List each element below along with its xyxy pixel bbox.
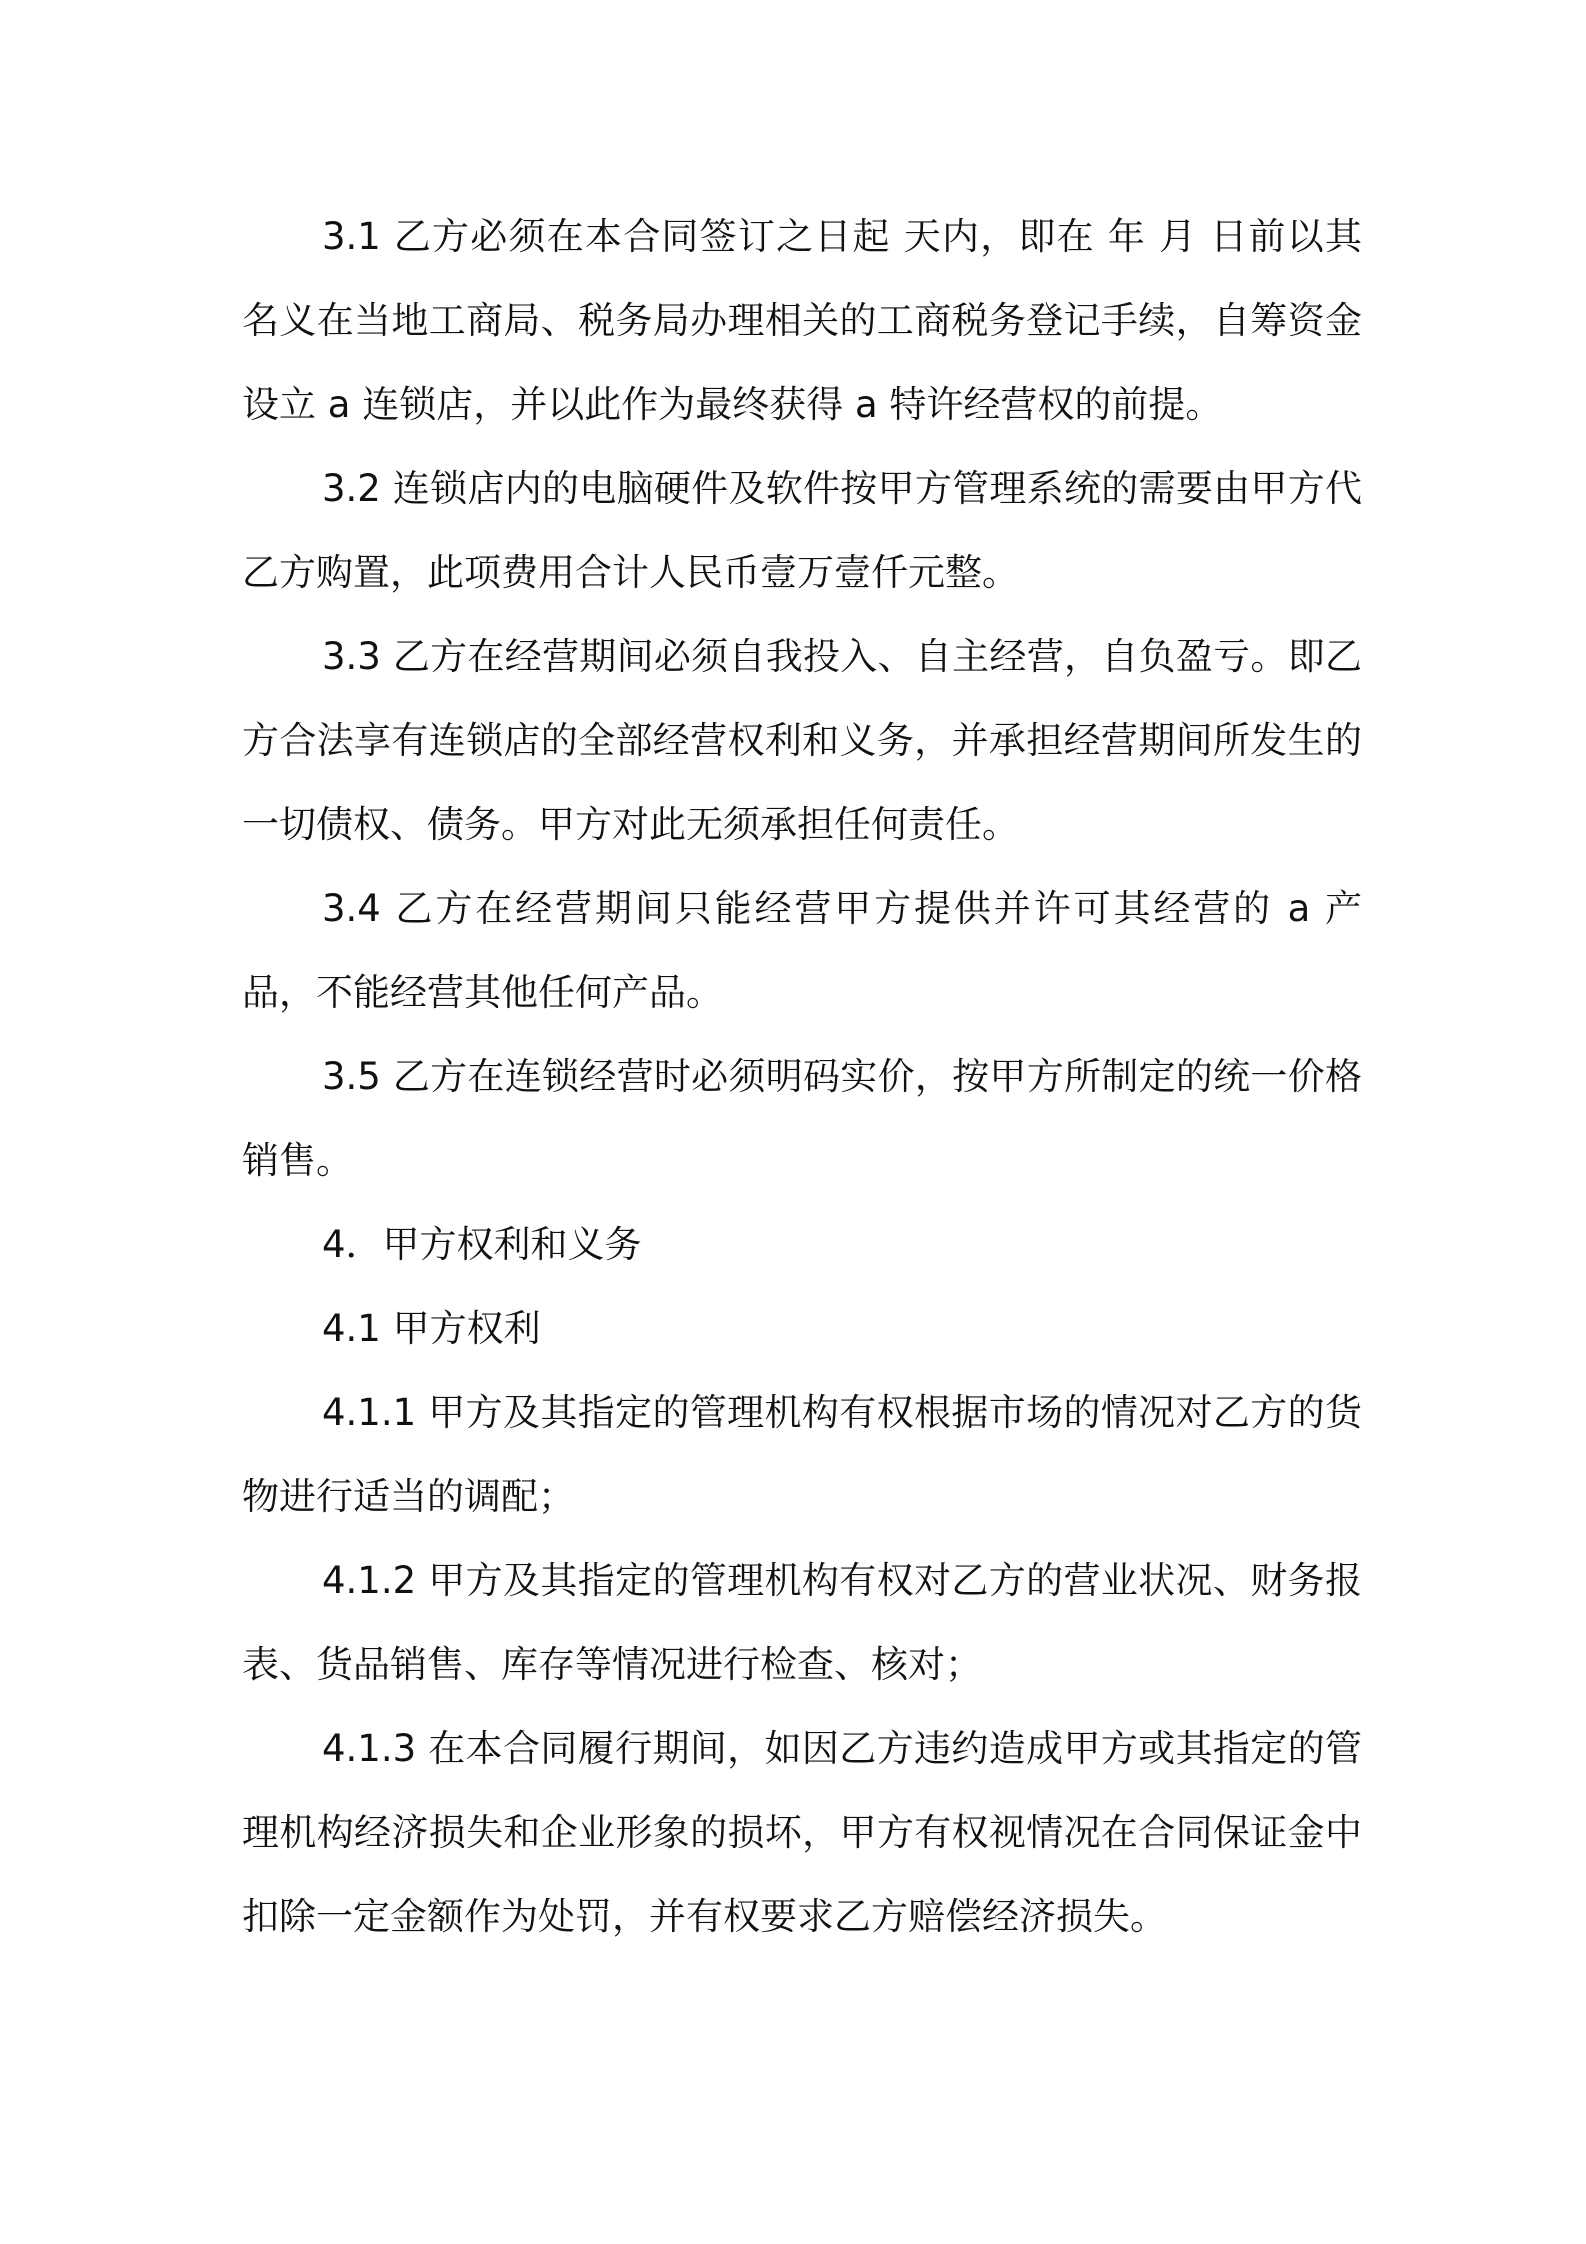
clause-3-4: 3.4 乙方在经营期间只能经营甲方提供并许可其经营的 a 产品，不能经营其他任何产品。 — [242, 887, 1362, 1014]
clause-3-3: 3.3 乙方在经营期间必须自我投入、自主经营，自负盈亏。即乙方合法享有连锁店的全部经营权利和义务，并承担经营期间所发生的一切债权、债务。甲方对此无须承担任何责任。 — [242, 635, 1362, 846]
clause-3-5: 3.5 乙方在连锁经营时必须明码实价，按甲方所制定的统一价格销售。 — [242, 1055, 1362, 1182]
subsection-heading-4-1: 4.1 甲方权利 — [322, 1307, 541, 1350]
section-heading-4: 4．甲方权利和义务 — [322, 1223, 642, 1266]
clause-4-1-2: 4.1.2 甲方及其指定的管理机构有权对乙方的营业状况、财务报表、货品销售、库存等情况进行检查、核对； — [242, 1559, 1362, 1686]
clause-4-1-1: 4.1.1 甲方及其指定的管理机构有权根据市场的情况对乙方的货物进行适当的调配； — [242, 1391, 1362, 1518]
clause-3-2: 3.2 连锁店内的电脑硬件及软件按甲方管理系统的需要由甲方代乙方购置，此项费用合计人民币壹万壹仟元整。 — [242, 467, 1362, 594]
document-body — [242, 195, 1362, 1959]
clause-3-1: 3.1 乙方必须在本合同签订之日起 天内，即在 年 月 日前以其名义在当地工商局、税务局办理相关的工商税务登记手续，自筹资金设立 a 连锁店，并以此作为最终获得 a 特许经营权的前提。 — [242, 215, 1362, 426]
clause-4-1-3: 4.1.3 在本合同履行期间，如因乙方违约造成甲方或其指定的管理机构经济损失和企业形象的损坏，甲方有权视情况在合同保证金中扣除一定金额作为处罚，并有权要求乙方赔偿经济损失。 — [242, 1727, 1362, 1938]
